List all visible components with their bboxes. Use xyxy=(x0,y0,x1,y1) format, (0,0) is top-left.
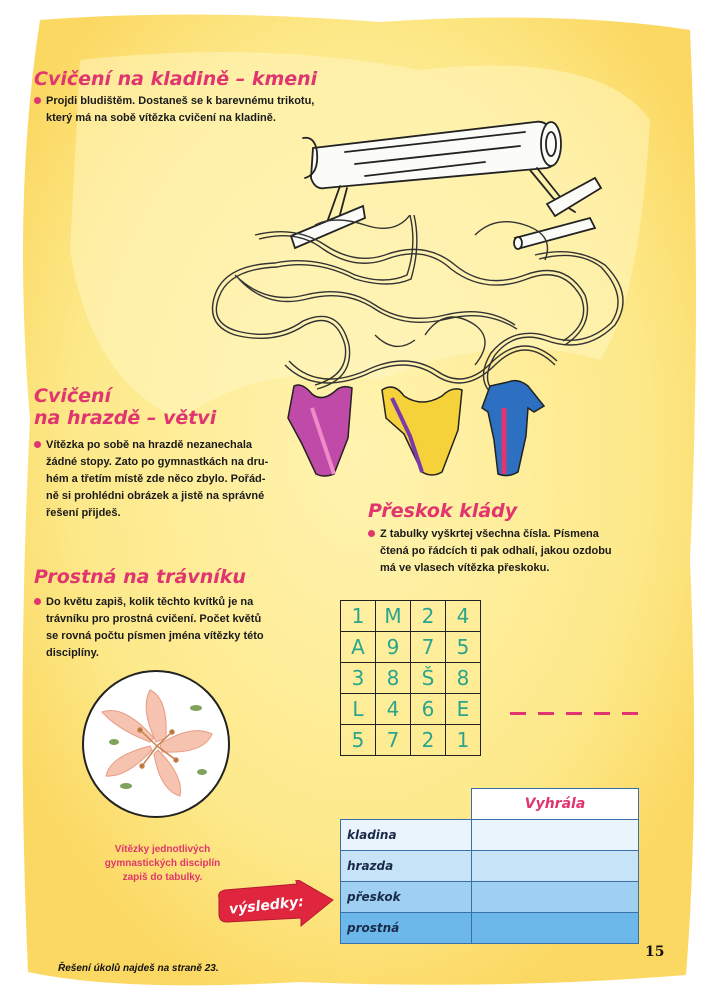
floor-instructions xyxy=(34,594,314,662)
vault-instructions xyxy=(368,526,668,577)
answer-blank-dashes[interactable] xyxy=(510,712,640,716)
bullet-icon xyxy=(34,441,41,448)
letter-number-grid xyxy=(340,600,481,756)
beam-line-2: který má na sobě vítězka cvičení na kladině. xyxy=(46,112,276,124)
bars-line-5: řešení přijdeš. xyxy=(46,507,121,519)
grid-cell[interactable]: 8 xyxy=(446,663,481,694)
grid-cell[interactable]: M xyxy=(376,601,411,632)
beam-section-title: Cvičení na kladině – kmeni xyxy=(34,68,318,90)
row-label-hrazda: hrazda xyxy=(341,851,472,882)
arrow-label: výsledky: xyxy=(228,893,305,918)
grid-cell[interactable]: 2 xyxy=(411,601,446,632)
beam-line-1: Projdi bludištěm. Dostaneš se k barevnému trikotu, xyxy=(46,95,315,107)
grid-row xyxy=(341,663,481,694)
vault-section-title: Přeskok klády xyxy=(368,500,518,522)
grid-cell[interactable]: 9 xyxy=(376,632,411,663)
bars-line-2: žádné stopy. Zato po gymnastkách na dru- xyxy=(46,456,269,468)
grid-cell[interactable]: 5 xyxy=(446,632,481,663)
row-label-preskok: přeskok xyxy=(341,882,472,913)
grid-cell[interactable]: 2 xyxy=(411,725,446,756)
grid-cell[interactable]: 8 xyxy=(376,663,411,694)
bars-title-line-1: Cvičení xyxy=(34,385,112,407)
grid-row xyxy=(341,601,481,632)
floor-line-1: Do květu zapiš, kolik těchto kvítků je na xyxy=(46,596,254,608)
vault-line-1: Z tabulky vyškrtej všechna čísla. Písmena xyxy=(380,528,599,540)
hint-line-3: zapiš do tabulky. xyxy=(122,872,203,883)
grid-cell[interactable]: 4 xyxy=(376,694,411,725)
bullet-icon xyxy=(368,530,375,537)
floor-line-4: disciplíny. xyxy=(46,647,99,659)
answer-cell-hrazda[interactable] xyxy=(472,851,639,882)
grid-cell[interactable]: 7 xyxy=(411,632,446,663)
bars-title-line-2: na hrazdě – větvi xyxy=(34,407,217,429)
floor-line-3: se rovná počtu písmen jména vítězky této xyxy=(46,630,264,642)
leotards-illustration xyxy=(282,378,552,483)
flower-circle-illustration xyxy=(80,668,232,820)
footer-note: Řešení úkolů najdeš na straně 23. xyxy=(58,963,219,974)
grid-cell[interactable]: 6 xyxy=(411,694,446,725)
hint-line-1: Vítězky jednotlivých xyxy=(114,844,211,855)
answer-cell-prostna[interactable] xyxy=(472,913,639,944)
row-label-prostna: prostná xyxy=(341,913,472,944)
vault-line-3: má ve vlasech vítězka přeskoku. xyxy=(380,562,550,574)
grid-cell[interactable]: 7 xyxy=(376,725,411,756)
results-hint xyxy=(60,843,265,885)
page-number: 15 xyxy=(645,944,665,960)
grid-cell[interactable]: 5 xyxy=(341,725,376,756)
bars-instructions xyxy=(34,437,294,522)
results-header-row xyxy=(341,789,639,820)
grid-cell[interactable]: 1 xyxy=(341,601,376,632)
grid-cell[interactable]: A xyxy=(341,632,376,663)
grid-cell[interactable]: L xyxy=(341,694,376,725)
grid-row xyxy=(341,632,481,663)
results-arrow-icon xyxy=(215,880,335,930)
vault-line-2: čtená po řádcích ti pak odhalí, jakou ozdobu xyxy=(380,545,612,557)
answer-cell-preskok[interactable] xyxy=(472,882,639,913)
grid-cell[interactable]: E xyxy=(446,694,481,725)
grid-row xyxy=(341,694,481,725)
table-row xyxy=(341,882,639,913)
maze-illustration xyxy=(195,215,650,405)
grid-row xyxy=(341,725,481,756)
bars-line-3: hém a třetím místě zde něco zbylo. Pořád- xyxy=(46,473,266,485)
table-row xyxy=(341,820,639,851)
floor-line-2: trávníku pro prostná cvičení. Počet květů xyxy=(46,613,262,625)
bars-line-4: ně si prohlédni obrázek a jistě na správné xyxy=(46,490,265,502)
bars-section-title xyxy=(34,385,216,429)
table-row xyxy=(341,913,639,944)
winner-column-header: Vyhrála xyxy=(472,789,639,820)
results-table xyxy=(340,788,639,944)
grid-cell[interactable]: 1 xyxy=(446,725,481,756)
bars-line-1: Vítězka po sobě na hrazdě nezanechala xyxy=(46,439,253,451)
table-row xyxy=(341,851,639,882)
bullet-icon xyxy=(34,97,41,104)
row-label-kladina: kladina xyxy=(341,820,472,851)
blue-leotard xyxy=(482,381,544,476)
bullet-icon xyxy=(34,598,41,605)
grid-cell[interactable]: Š xyxy=(411,663,446,694)
grid-cell[interactable]: 3 xyxy=(341,663,376,694)
hint-line-2: gymnastických disciplín xyxy=(104,858,221,869)
grid-cell[interactable]: 4 xyxy=(446,601,481,632)
answer-cell-kladina[interactable] xyxy=(472,820,639,851)
floor-section-title: Prostná na trávníku xyxy=(34,566,246,588)
